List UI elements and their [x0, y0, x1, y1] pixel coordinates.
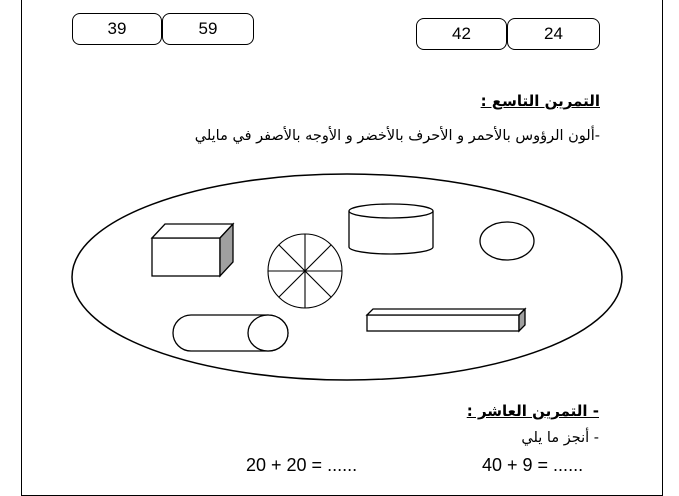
- number-box: 24: [507, 18, 600, 50]
- cylinder-icon: [349, 204, 433, 254]
- number-box: 42: [416, 18, 507, 50]
- exercise-ten-title: - التمرين العاشر :: [466, 402, 599, 420]
- number-box: 39: [72, 13, 162, 45]
- long-prism-icon: [367, 309, 525, 331]
- lying-cylinder-icon: [173, 315, 288, 351]
- cuboid-icon: [152, 224, 233, 276]
- circle-icon: [480, 222, 534, 260]
- equation: 20 + 20 = ......: [246, 455, 358, 475]
- equation: 40 + 9 = ......: [482, 455, 584, 475]
- ellipse-frame-icon: [72, 174, 622, 380]
- exercise-ten-instruction: - أنجز ما يلي: [521, 430, 599, 446]
- exercise-nine-instruction: -ألون الرؤوس بالأحمر و الأحرف بالأخضر و الأوجه بالأصفر في مايلي: [194, 128, 600, 144]
- number-box: 59: [162, 13, 254, 45]
- exercise-nine-title: التمرين التاسع :: [480, 92, 600, 110]
- segmented-circle-icon: [268, 234, 342, 308]
